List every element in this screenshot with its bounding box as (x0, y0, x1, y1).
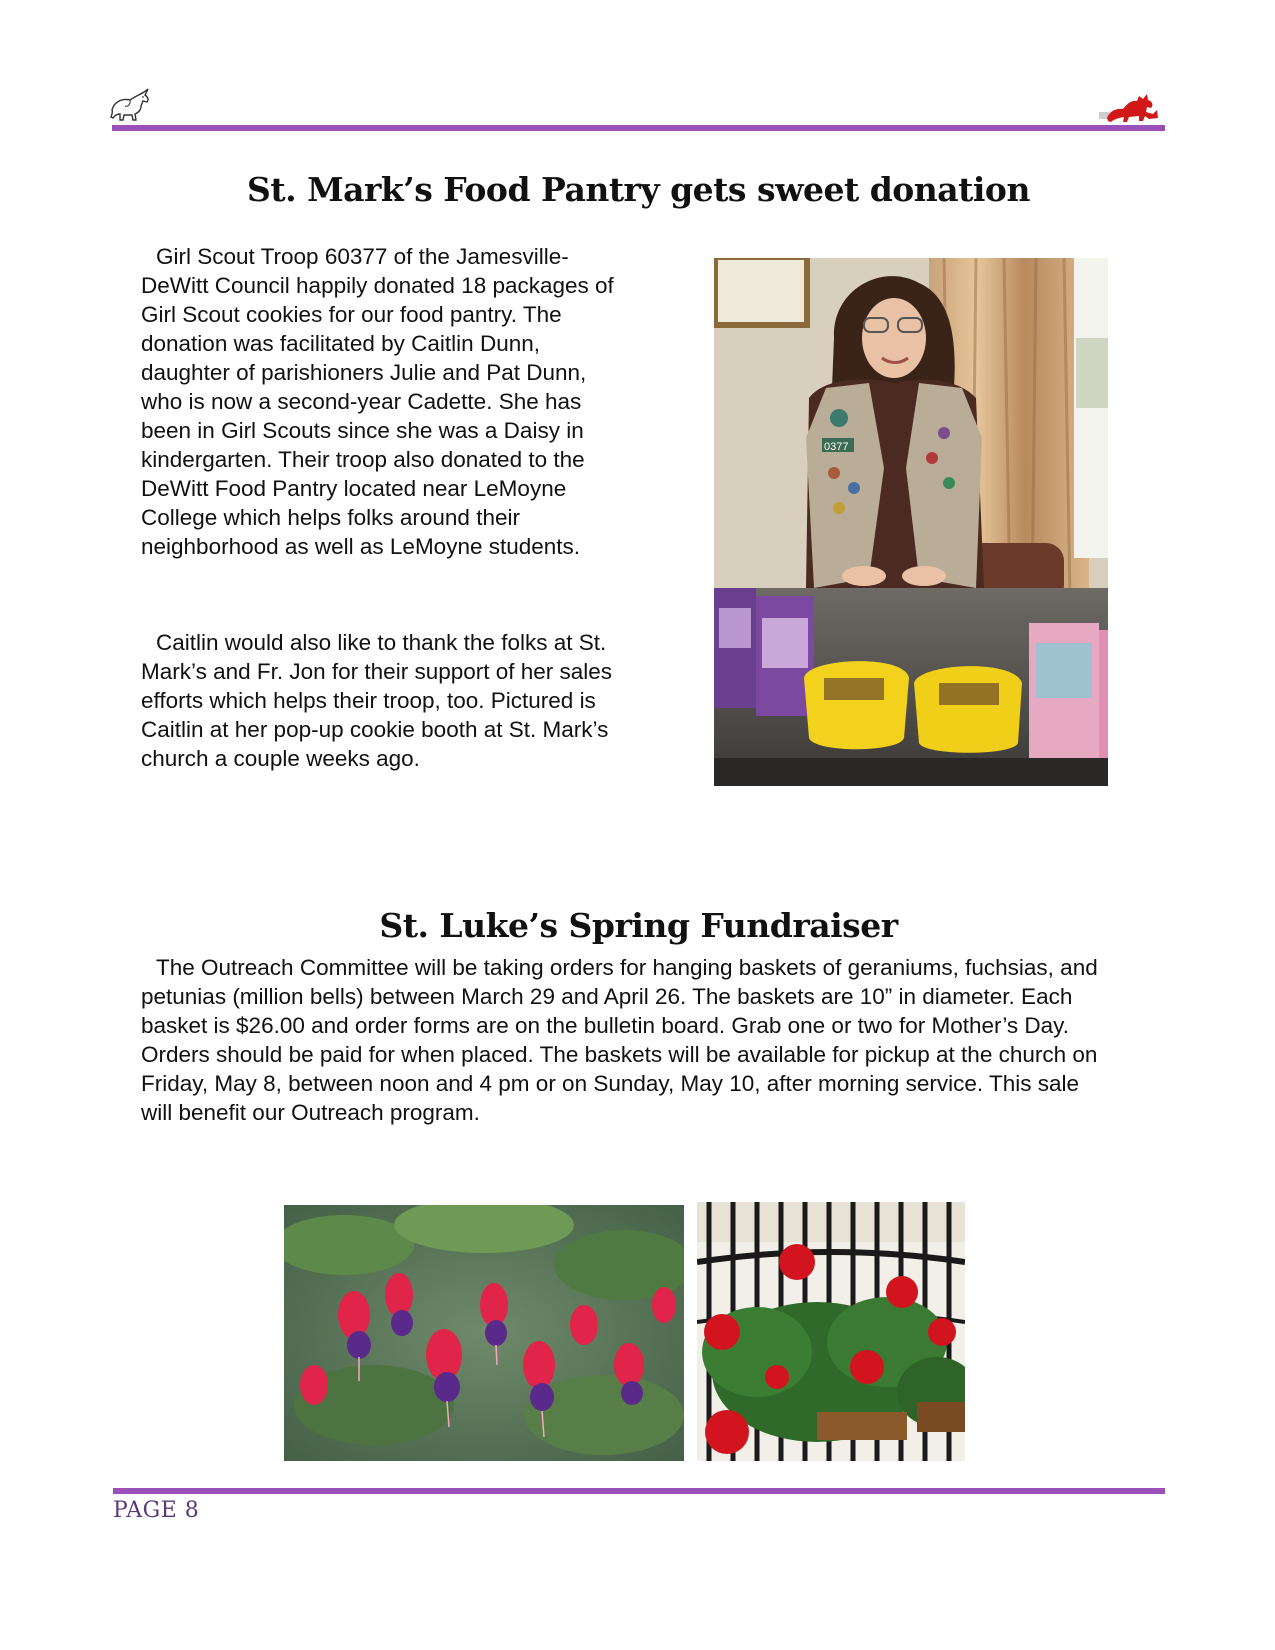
fuchsia-flowers-photo (284, 1205, 684, 1461)
article-paragraph: The Outreach Committee will be taking orders for hanging baskets of geraniums, fuchsias, and petunias (million bells) between March 29 and April 26. The baskets are 10” in diameter. Each basket is $26.00 and order forms are on the bulletin board. Grab one or two for Mother’s Day. Orders should be paid for when placed. The baskets will be available for pickup at the church on Friday, May 8, between noon and 4 pm or on Sunday, May 10, after morning service. This sale will benefit our Outreach program. (141, 955, 1098, 1125)
article-headline-spring-fundraiser: St. Luke’s Spring Fundraiser (379, 906, 898, 945)
page-number: PAGE 8 (113, 1498, 200, 1523)
girl-scout-cookie-booth-photo (714, 258, 1108, 786)
vest-troop-number: 0377 (824, 441, 849, 453)
article-headline-food-pantry: St. Mark’s Food Pantry gets sweet donation (247, 170, 1030, 209)
red-lion-logo-icon (1099, 88, 1159, 124)
unicorn-logo-icon (108, 88, 152, 122)
footer-rule (113, 1488, 1165, 1494)
article-paragraph: Caitlin would also like to thank the folks at St. Mark’s and Fr. Jon for their support of her sales efforts which helps their troop, too. Pictured is Caitlin at her pop-up cookie booth at St. Mark’s church a couple weeks ago. (141, 630, 613, 771)
header-rule (112, 125, 1165, 131)
article-paragraph: Girl Scout Troop 60377 of the Jamesville-DeWitt Council happily donated 18 packages of Girl Scout cookies for our food pantry. The donation was facilitated by Caitlin Dunn, daughter of parishioners Julie and Pat Dunn, who is now a second-year Cadette. She has been in Girl Scouts since she was a Daisy in kindergarten. Their troop also donated to the DeWitt Food Pantry located near LeMoyne College which helps folks around their neighborhood as well as LeMoyne students. (141, 244, 614, 559)
geranium-hanging-basket-photo (697, 1202, 965, 1461)
